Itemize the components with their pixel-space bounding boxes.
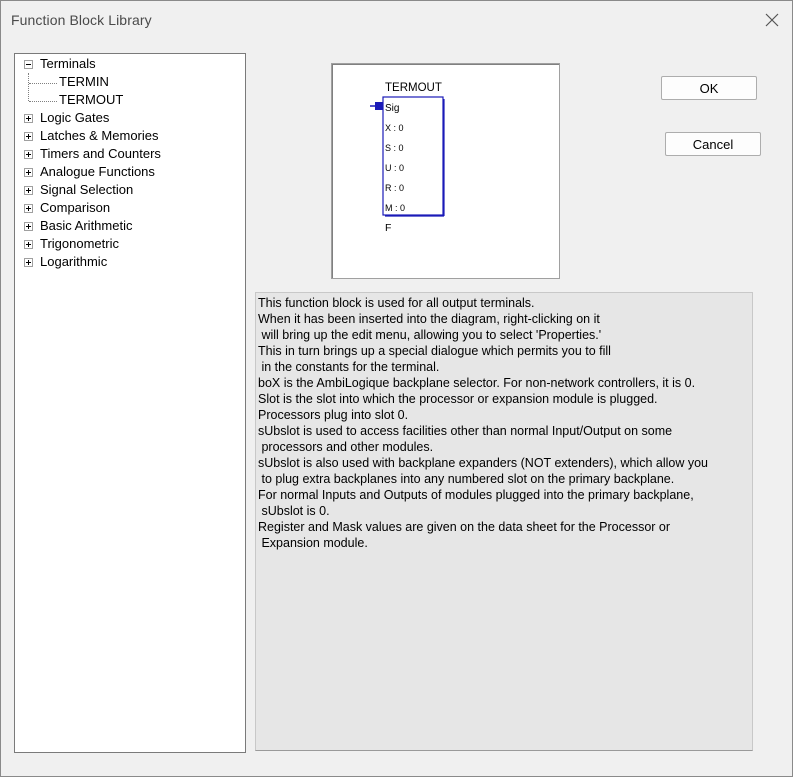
block-name: TERMOUT xyxy=(385,82,442,94)
tree-node-termin[interactable] xyxy=(59,73,109,91)
description-line: processors and other modules. xyxy=(258,440,434,454)
expand-icon[interactable] xyxy=(24,132,33,141)
tree-node-label: Comparison xyxy=(40,200,111,215)
expand-icon[interactable] xyxy=(24,240,33,249)
tree-node-label: Logarithmic xyxy=(40,254,108,269)
expand-icon[interactable] xyxy=(24,204,33,213)
description-line: Processors plug into slot 0. xyxy=(258,408,409,422)
param-register: R : 0 xyxy=(385,183,405,193)
param-box: X : 0 xyxy=(385,123,404,133)
block-preview xyxy=(331,63,560,279)
tree-node-label: Analogue Functions xyxy=(40,164,155,179)
footer-label: F xyxy=(385,222,392,234)
input-pin xyxy=(375,102,383,110)
tree-connector-line xyxy=(28,73,29,101)
description-line: to plug extra backplanes into any numbered slot on the primary backplane. xyxy=(258,472,675,486)
tree-node-analogue-functions[interactable] xyxy=(15,163,243,181)
tree-node-basic-arithmetic[interactable] xyxy=(15,217,243,235)
tree-node-comparison[interactable] xyxy=(15,199,243,217)
tree-node-label: Logic Gates xyxy=(40,110,110,125)
tree-node-terminals[interactable] xyxy=(15,55,243,73)
tree-node-label: Trigonometric xyxy=(40,236,119,251)
expand-icon[interactable] xyxy=(24,186,33,195)
description-line: sUbslot is used to access facilities other than normal Input/Output on some xyxy=(258,424,673,438)
tree-connector-line xyxy=(29,101,57,102)
description-panel xyxy=(255,292,753,751)
tree-node-label: TERMIN xyxy=(59,74,109,89)
tree-node-logic-gates[interactable] xyxy=(15,109,243,127)
cancel-button[interactable]: Cancel xyxy=(665,132,761,156)
param-mask: M : 0 xyxy=(385,203,406,213)
description-line: sUbslot is 0. xyxy=(258,504,330,518)
expand-icon[interactable] xyxy=(24,258,33,267)
tree-node-label: Terminals xyxy=(40,56,96,71)
expand-icon[interactable] xyxy=(24,222,33,231)
description-line: When it has been inserted into the diagram, right-clicking on it xyxy=(258,312,600,326)
description-line: sUbslot is also used with backplane expanders (NOT extenders), which allow you xyxy=(258,456,708,470)
tree-node-label: Signal Selection xyxy=(40,182,134,197)
tree-node-label: Basic Arithmetic xyxy=(40,218,133,233)
tree-node-signal-selection[interactable] xyxy=(15,181,243,199)
ok-button[interactable]: OK xyxy=(661,76,757,100)
close-icon xyxy=(765,13,779,27)
title-bar xyxy=(1,1,792,39)
tree-node-timers-counters[interactable] xyxy=(15,145,243,163)
description-line: Expansion module. xyxy=(258,536,368,550)
tree-node-termout[interactable] xyxy=(59,91,123,109)
description-line: will bring up the edit menu, allowing you to select 'Properties.' xyxy=(258,328,602,342)
expand-icon[interactable] xyxy=(24,168,33,177)
collapse-icon[interactable] xyxy=(24,60,33,69)
description-line: in the constants for the terminal. xyxy=(258,360,440,374)
window-title: Function Block Library xyxy=(11,12,152,28)
tree-node-label: TERMOUT xyxy=(59,92,124,107)
tree-node-latches-memories[interactable] xyxy=(15,127,243,145)
description-line: This in turn brings up a special dialogue which permits you to fill xyxy=(258,344,611,358)
param-slot: S : 0 xyxy=(385,143,404,153)
close-button[interactable] xyxy=(758,9,786,31)
function-block-tree[interactable] xyxy=(14,53,246,753)
tree-node-logarithmic[interactable] xyxy=(15,253,243,271)
tree-connector-line xyxy=(29,83,57,84)
description-line: boX is the AmbiLogique backplane selector. For non-network controllers, it is 0. xyxy=(258,376,696,390)
block-preview-diagram xyxy=(332,64,559,278)
tree-node-trigonometric[interactable] xyxy=(15,235,243,253)
tree-node-label: Latches & Memories xyxy=(40,128,159,143)
description-line: Register and Mask values are given on the data sheet for the Processor or xyxy=(258,520,671,534)
block-body xyxy=(383,97,443,215)
expand-icon[interactable] xyxy=(24,114,33,123)
description-line: For normal Inputs and Outputs of modules plugged into the primary backplane, xyxy=(258,488,694,502)
description-line: Slot is the slot into which the processor or expansion module is plugged. xyxy=(258,392,658,406)
expand-icon[interactable] xyxy=(24,150,33,159)
input-label: Sig xyxy=(385,103,400,114)
tree-node-label: Timers and Counters xyxy=(40,146,161,161)
param-subslot: U : 0 xyxy=(385,163,405,173)
description-line: This function block is used for all output terminals. xyxy=(258,296,535,310)
